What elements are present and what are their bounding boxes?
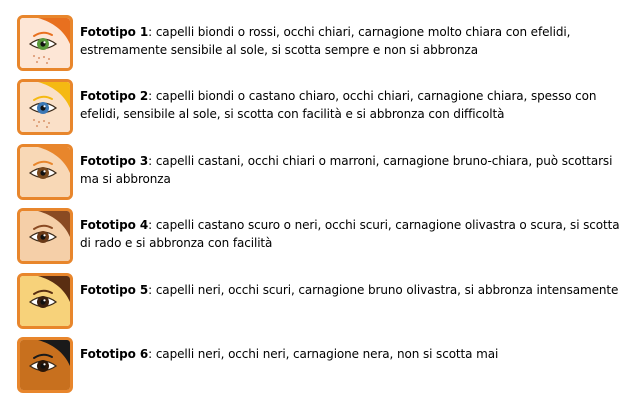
- phototype-description-text: : capelli castani, occhi chiari o marroni, carnagione bruno-chiara, può scottarsi ma si abbronza: [80, 154, 613, 186]
- freckle-icon: [46, 126, 48, 128]
- phototype-6-face-icon: [17, 337, 73, 393]
- face-illustration: [20, 18, 70, 68]
- phototype-description-text: : capelli biondi o rossi, occhi chiari, carnagione molto chiara con efelidi, estremamente sensibile al sole, si scotta sempre e non si abbronza: [80, 25, 571, 57]
- phototype-row: [0, 144, 636, 206]
- phototype-4-face-icon: [17, 208, 73, 264]
- phototype-label: Fototipo 4: [80, 218, 149, 232]
- phototype-row: [0, 79, 636, 141]
- eye-highlight: [43, 363, 45, 365]
- phototype-description: [80, 23, 625, 59]
- face-illustration: [20, 211, 70, 261]
- phototype-label: Fototipo 3: [80, 154, 149, 168]
- phototype-description-text: : capelli biondi o castano chiaro, occhi chiari, carnagione chiara, spesso con efelidi, sensibile al sole, si scotta con facilità e si abbronza con difficoltà: [80, 89, 597, 121]
- freckle-icon: [46, 62, 48, 64]
- phototype-5-face-icon: [17, 273, 73, 329]
- phototype-row: [0, 208, 636, 270]
- phototype-description: [80, 152, 625, 188]
- face-illustration: [20, 147, 70, 197]
- freckle-icon: [33, 55, 35, 57]
- phototype-row: [0, 337, 636, 399]
- eye-highlight: [43, 234, 45, 236]
- phototype-label: Fototipo 2: [80, 89, 149, 103]
- face-illustration: [20, 340, 70, 390]
- freckle-icon: [38, 57, 40, 59]
- phototype-label: Fototipo 5: [80, 283, 149, 297]
- freckle-icon: [38, 121, 40, 123]
- face-illustration: [20, 82, 70, 132]
- phototype-row: [0, 273, 636, 335]
- phototype-description-text: : capelli neri, occhi scuri, carnagione bruno olivastra, si abbronza intensamente: [148, 283, 619, 297]
- freckle-icon: [36, 61, 38, 63]
- phototype-description-text: : capelli neri, occhi neri, carnagione nera, non si scotta mai: [148, 347, 499, 361]
- phototype-label: Fototipo 1: [80, 25, 149, 39]
- phototype-description: [80, 87, 625, 123]
- phototype-description-text: : capelli castano scuro o neri, occhi scuri, carnagione olivastra o scura, si scotta di rado e si abbronza con facilità: [80, 218, 620, 250]
- eye-highlight: [43, 41, 45, 43]
- freckle-icon: [48, 122, 50, 124]
- phototype-label: Fototipo 6: [80, 347, 149, 361]
- phototype-description: [80, 345, 625, 363]
- phototype-description: [80, 216, 625, 252]
- freckle-icon: [43, 56, 45, 58]
- phototype-1-face-icon: [17, 15, 73, 71]
- freckle-icon: [33, 119, 35, 121]
- phototype-row: [0, 15, 636, 77]
- eye-highlight: [43, 299, 45, 301]
- freckle-icon: [43, 120, 45, 122]
- freckle-icon: [48, 58, 50, 60]
- eye-highlight: [43, 170, 45, 172]
- face-illustration: [20, 276, 70, 326]
- freckle-icon: [36, 125, 38, 127]
- phototype-2-face-icon: [17, 79, 73, 135]
- eye-highlight: [43, 105, 45, 107]
- phototype-description: [80, 281, 625, 299]
- phototype-3-face-icon: [17, 144, 73, 200]
